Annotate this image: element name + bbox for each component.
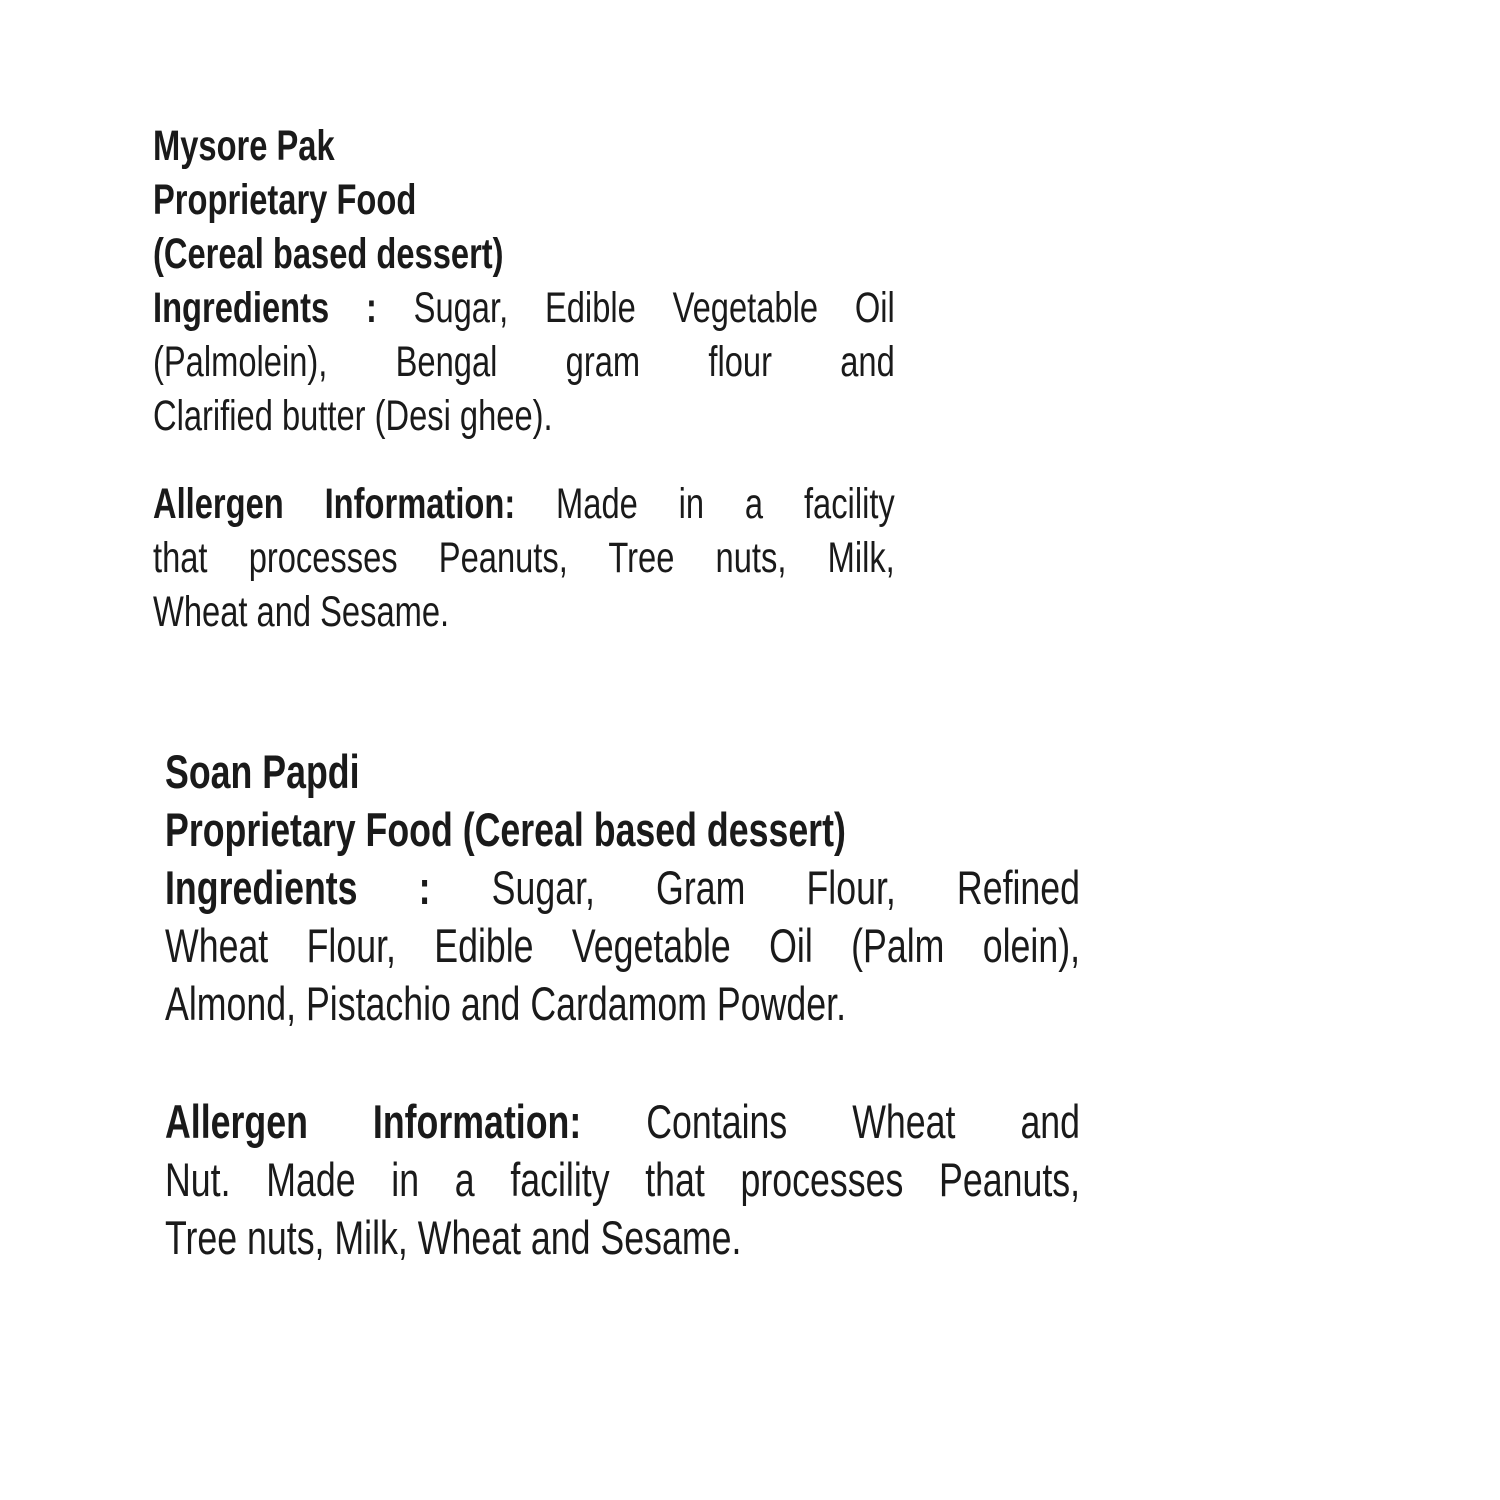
product-subtitle-line: Proprietary Food (Cereal based dessert) xyxy=(165,803,846,856)
allergen-paragraph xyxy=(165,1093,1080,1267)
ingredients-line: (Palmolein), Bengal gram flour and xyxy=(153,338,895,386)
ingredients-paragraph xyxy=(153,281,895,443)
allergen-line: Tree nuts, Milk, Wheat and Sesame. xyxy=(165,1211,742,1264)
allergen-label: Allergen Information: xyxy=(165,1095,582,1148)
ingredients-line: Clarified butter (Desi ghee). xyxy=(153,392,553,440)
allergen-line xyxy=(165,1093,1080,1151)
ingredients-line xyxy=(153,281,895,335)
ingredients-line: Wheat Flour, Edible Vegetable Oil (Palm olein), xyxy=(165,919,1081,972)
allergen-text: Contains Wheat and xyxy=(581,1095,1081,1148)
allergen-text: Made in a facility xyxy=(515,480,895,528)
product-section-soan-papdi xyxy=(165,743,1369,1267)
section-text-block xyxy=(153,119,895,639)
ingredients-label: Ingredients : xyxy=(153,284,377,332)
product-section-mysore-pak xyxy=(153,119,1129,639)
ingredients-text: Sugar, Edible Vegetable Oil xyxy=(376,284,895,332)
product-title: Soan Papdi xyxy=(165,745,360,798)
ingredients-text: Sugar, Gram Flour, Refined xyxy=(430,861,1081,914)
allergen-line: Nut. Made in a facility that processes Peanuts, xyxy=(165,1153,1081,1206)
product-subtitle-line: (Cereal based dessert) xyxy=(153,230,504,278)
allergen-line: that processes Peanuts, Tree nuts, Milk, xyxy=(153,534,895,582)
ingredients-paragraph xyxy=(165,859,1080,1033)
ingredients-line: Almond, Pistachio and Cardamom Powder. xyxy=(165,977,847,1030)
product-subtitle-line: Proprietary Food xyxy=(153,176,417,224)
allergen-label: Allergen Information: xyxy=(153,480,516,528)
allergen-line xyxy=(153,477,895,531)
allergen-line: Wheat and Sesame. xyxy=(153,588,450,636)
allergen-paragraph xyxy=(153,477,895,639)
ingredients-line xyxy=(165,859,1080,917)
product-title: Mysore Pak xyxy=(153,122,335,170)
section-text-block xyxy=(165,743,1080,1267)
ingredients-label: Ingredients : xyxy=(165,861,431,914)
